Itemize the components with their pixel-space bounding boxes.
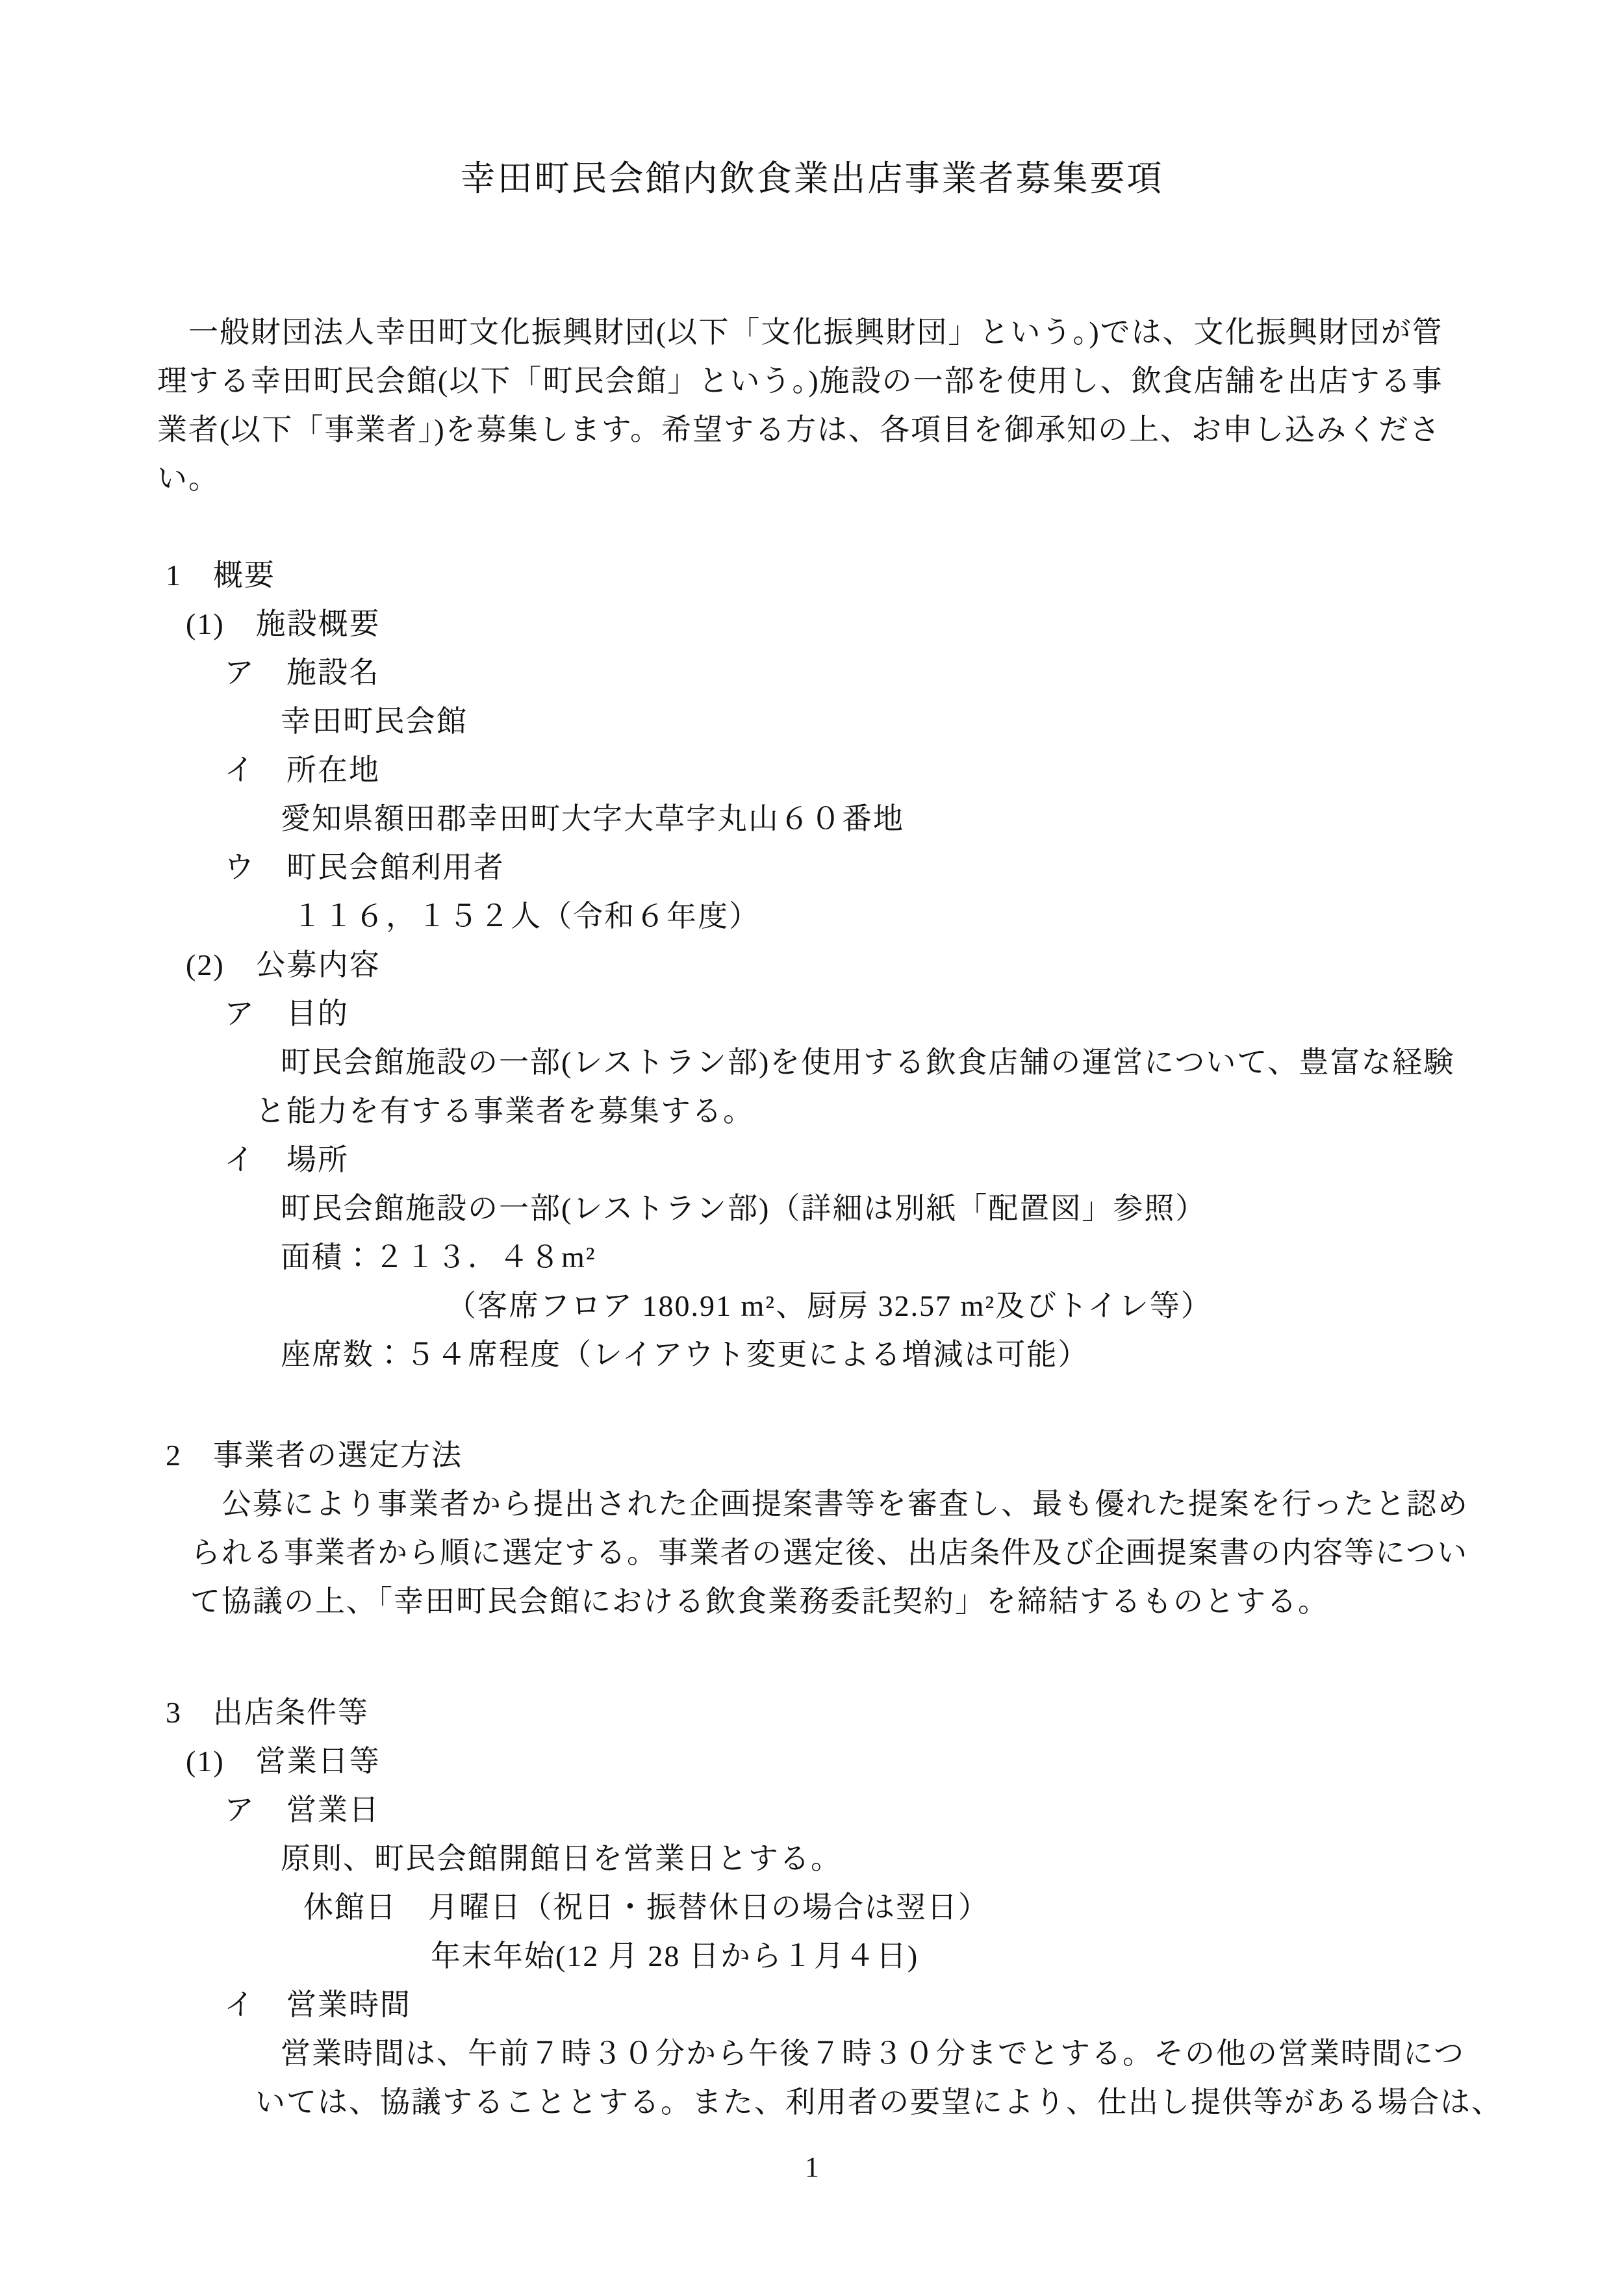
facility-address: 愛知県額田郡幸田町大字大草字丸山６０番地: [281, 802, 904, 835]
document-title: 幸田町民会館内飲食業出店事業者募集要項: [460, 159, 1164, 198]
item-i-address-heading: イ 所在地: [224, 753, 380, 787]
purpose-line: と能力を有する事業者を募集する。: [255, 1094, 754, 1128]
section-1-2-heading: (2) 公募内容: [186, 948, 381, 981]
business-days-rule: 原則、町民会館開館日を営業日とする。: [281, 1842, 842, 1875]
business-hours-line: いては、協議することとする。また、利用者の要望により、仕出し提供等がある場合は、: [255, 2086, 1503, 2119]
section-3-heading: 3 出店条件等: [166, 1696, 369, 1729]
section-1-1-heading: (1) 施設概要: [186, 607, 381, 640]
item-a-purpose-heading: ア 目的: [224, 997, 349, 1030]
item-u-visitors-heading: ウ 町民会館利用者: [224, 851, 505, 884]
place-area-detail: （客席フロア 180.91 m²、厨房 32.57 m²及びトイレ等）: [446, 1289, 1212, 1322]
visitor-count: １１６，１５２人（令和６年度）: [292, 900, 760, 933]
section-2-heading: 2 事業者の選定方法: [166, 1439, 463, 1472]
section-2-line: られる事業者から順に選定する。事業者の選定後、出店条件及び企画提案書の内容等につい: [190, 1536, 1469, 1569]
section-2-line: 公募により事業者から提出された企画提案書等を審査し、最も優れた提案を行ったと認め: [190, 1487, 1469, 1520]
closed-days-yearend: 年末年始(12 月 28 日から１月４日): [431, 1939, 919, 1973]
place-description: 町民会館施設の一部(レストラン部)（詳細は別紙「配置図」参照）: [281, 1192, 1207, 1225]
intro-line: い。: [157, 462, 220, 495]
place-area: 面積：２１３．４８m²: [281, 1241, 596, 1274]
business-hours-line: 営業時間は、午前７時３０分から午後７時３０分までとする。その他の営業時間につ: [281, 2037, 1465, 2070]
closed-days: 休館日 月曜日（祝日・振替休日の場合は翌日）: [303, 1891, 989, 1924]
item-i-business-hours-heading: イ 営業時間: [224, 1988, 411, 2021]
section-2-line: て協議の上、「幸田町民会館における飲食業務委託契約」を締結するものとする。: [190, 1585, 1329, 1618]
intro-line: 業者(以下「事業者」)を募集します。希望する方は、各項目を御承知の上、お申し込みくださ: [157, 413, 1441, 446]
section-3-1-heading: (1) 営業日等: [186, 1745, 381, 1778]
place-seats: 座席数：５４席程度（レイアウト変更による増減は可能）: [281, 1338, 1089, 1371]
intro-line: 理する幸田町民会館(以下「町民会館」という。)施設の一部を使用し、飲食店舗を出店する事: [157, 364, 1443, 397]
item-a-facility-name-heading: ア 施設名: [224, 656, 380, 689]
item-i-place-heading: イ 場所: [224, 1143, 349, 1176]
facility-name: 幸田町民会館: [281, 705, 468, 738]
intro-line: 一般財団法人幸田町文化振興財団(以下「文化振興財団」という。)では、文化振興財団が管: [157, 316, 1443, 349]
section-1-heading: 1 概要: [166, 559, 275, 592]
purpose-line: 町民会館施設の一部(レストラン部)を使用する飲食店舗の運営について、豊富な経験: [281, 1046, 1455, 1079]
page-number: 1: [805, 2151, 819, 2183]
item-a-business-days-heading: ア 営業日: [224, 1793, 380, 1826]
